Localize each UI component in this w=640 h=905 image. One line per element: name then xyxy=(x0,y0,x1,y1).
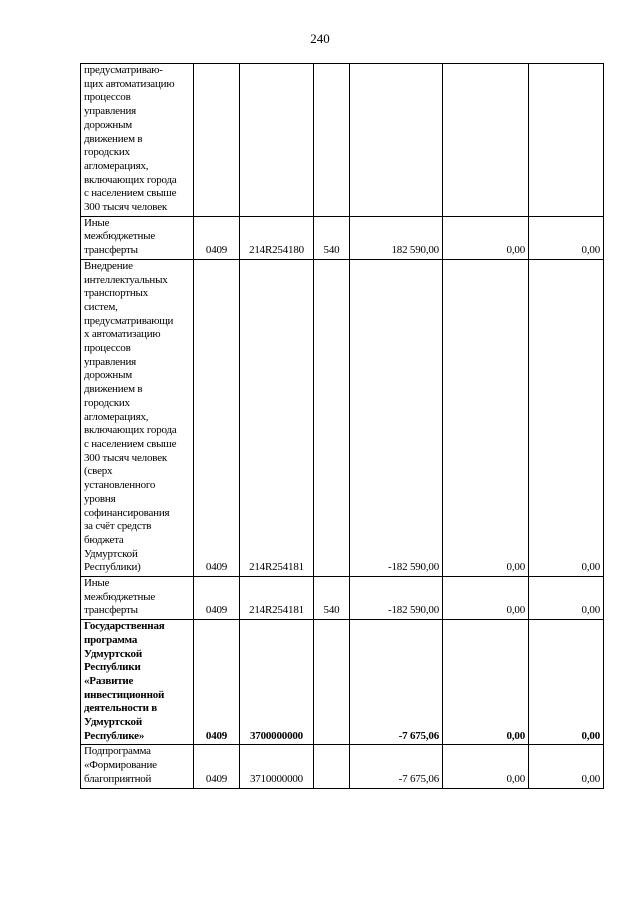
amount-cell: -182 590,00 xyxy=(350,577,443,620)
expense-type-cell: 540 xyxy=(314,216,350,259)
amount-cell: 182 590,00 xyxy=(350,216,443,259)
target-article-cell: 214R254181 xyxy=(240,577,314,620)
expense-type-cell xyxy=(314,620,350,745)
target-article-cell: 214R254181 xyxy=(240,259,314,576)
amount-year3-cell: 0,00 xyxy=(529,620,604,745)
amount-year2-cell: 0,00 xyxy=(443,577,529,620)
expense-type-cell xyxy=(314,64,350,217)
amount-cell: -182 590,00 xyxy=(350,259,443,576)
item-name-cell: Внедрение интеллектуальных транспортных систем, предусматривающи х автоматизацию процессов управления дорожным движением в городских агломерациях, включающих города с населением свыше 300 тысяч человек (сверх установленного уровня софинансирования за счёт средств бюджета Удмуртской Республики) xyxy=(81,259,194,576)
table-row xyxy=(81,620,604,745)
target-article-cell xyxy=(240,64,314,217)
amount-year3-cell xyxy=(529,64,604,217)
expense-type-cell xyxy=(314,745,350,788)
section-code-cell: 0409 xyxy=(194,577,240,620)
amount-year3-cell: 0,00 xyxy=(529,216,604,259)
item-name-cell: Государственная программа Удмуртской Республики «Развитие инвестиционной деятельности в Удмуртской Республике» xyxy=(81,620,194,745)
target-article-cell: 214R254180 xyxy=(240,216,314,259)
amount-year2-cell: 0,00 xyxy=(443,216,529,259)
amount-cell: -7 675,06 xyxy=(350,745,443,788)
target-article-cell: 3700000000 xyxy=(240,620,314,745)
table-row xyxy=(81,577,604,620)
expense-type-cell: 540 xyxy=(314,577,350,620)
section-code-cell: 0409 xyxy=(194,620,240,745)
amount-year3-cell: 0,00 xyxy=(529,259,604,576)
amount-year2-cell xyxy=(443,64,529,217)
amount-year3-cell: 0,00 xyxy=(529,745,604,788)
section-code-cell: 0409 xyxy=(194,216,240,259)
item-name-cell: Иные межбюджетные трансферты xyxy=(81,216,194,259)
amount-year3-cell: 0,00 xyxy=(529,577,604,620)
amount-cell: -7 675,06 xyxy=(350,620,443,745)
section-code-cell xyxy=(194,64,240,217)
table-row xyxy=(81,259,604,576)
table-row xyxy=(81,745,604,788)
item-name-cell: предусматриваю- щих автоматизацию процессов управления дорожным движением в городских агломерациях, включающих города с населением свыше 300 тысяч человек xyxy=(81,64,194,217)
target-article-cell: 3710000000 xyxy=(240,745,314,788)
amount-year2-cell: 0,00 xyxy=(443,745,529,788)
section-code-cell: 0409 xyxy=(194,745,240,788)
table-row xyxy=(81,216,604,259)
amount-cell xyxy=(350,64,443,217)
section-code-cell: 0409 xyxy=(194,259,240,576)
budget-table xyxy=(80,63,604,789)
expense-type-cell xyxy=(314,259,350,576)
item-name-cell: Иные межбюджетные трансферты xyxy=(81,577,194,620)
amount-year2-cell: 0,00 xyxy=(443,620,529,745)
table-row xyxy=(81,64,604,217)
item-name-cell: Подпрограмма «Формирование благоприятной xyxy=(81,745,194,788)
page-number: 240 xyxy=(310,31,330,46)
amount-year2-cell: 0,00 xyxy=(443,259,529,576)
